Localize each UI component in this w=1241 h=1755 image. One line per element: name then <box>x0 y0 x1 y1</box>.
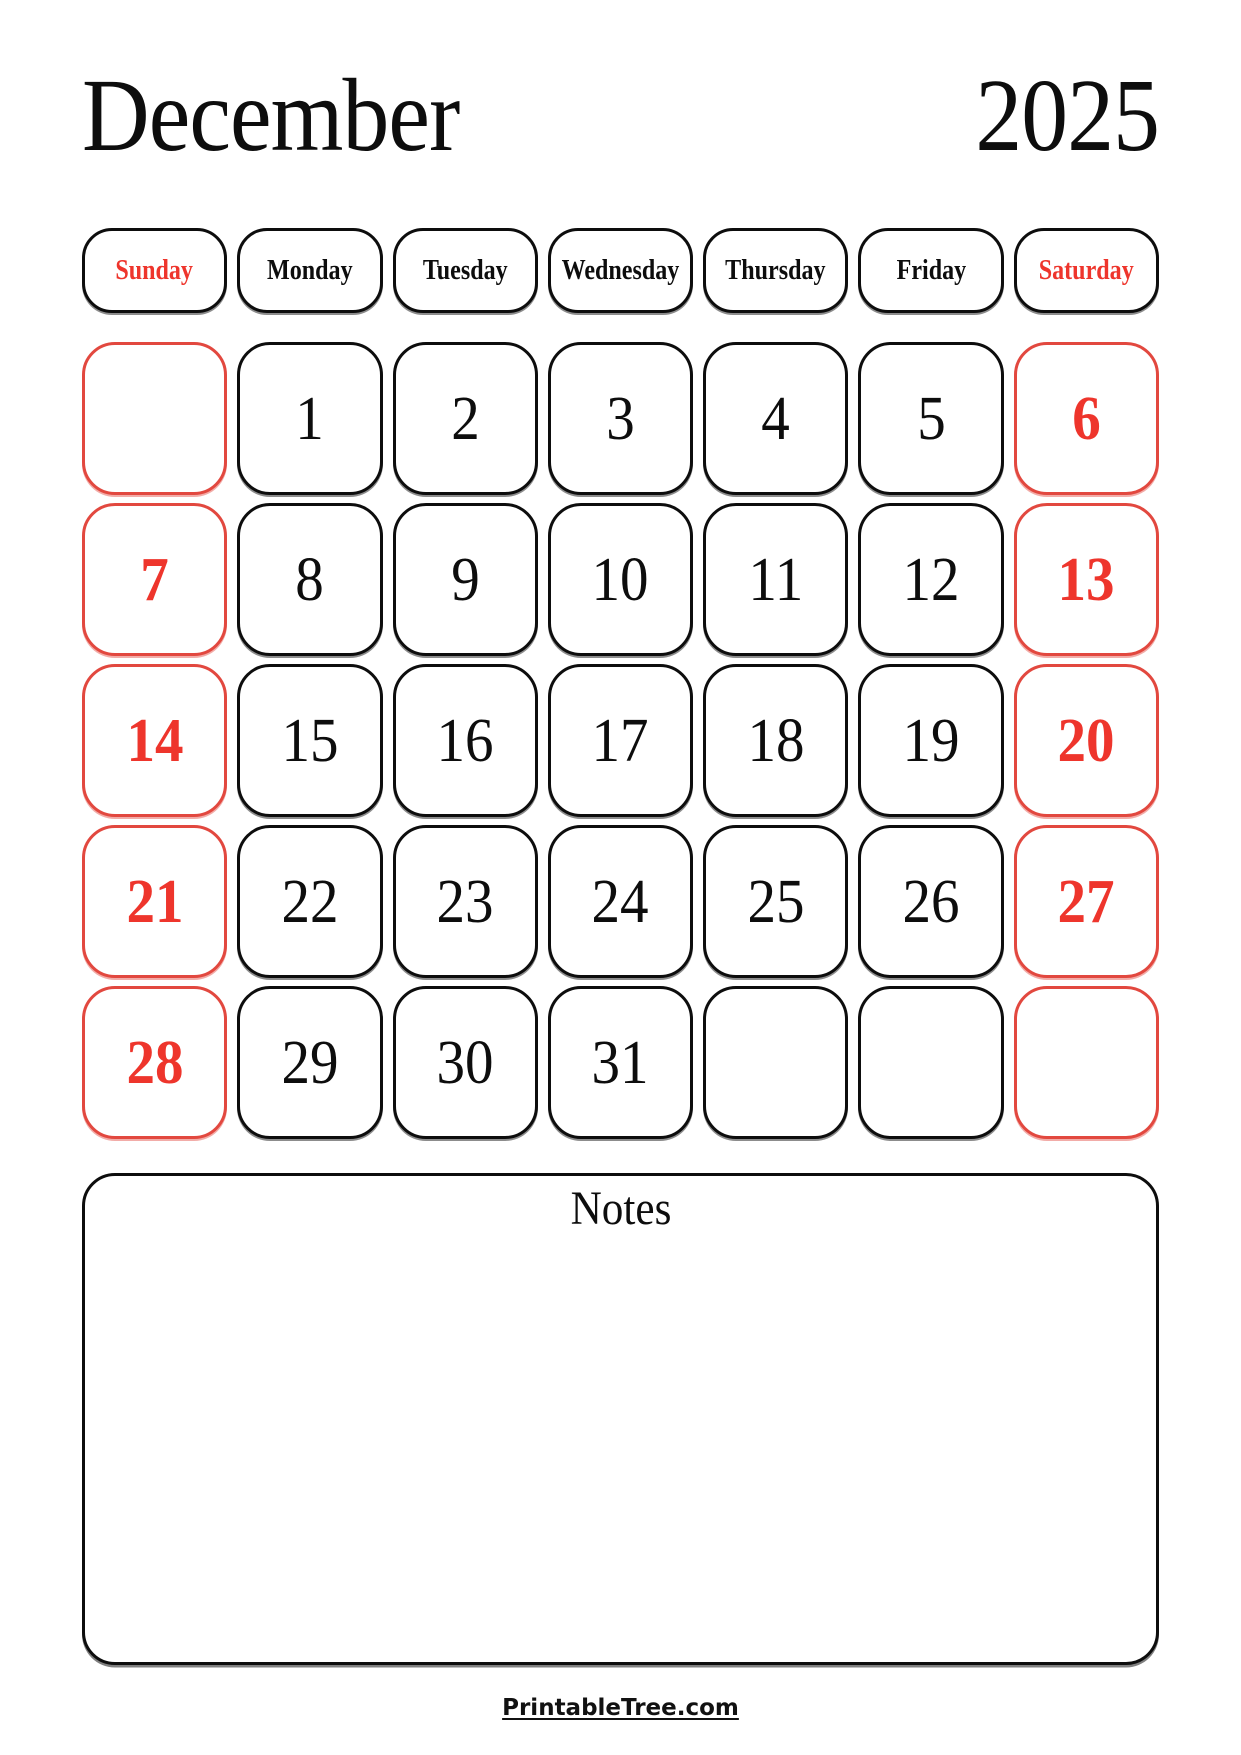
weekday-label: Friday <box>896 254 966 286</box>
weekday-header-sunday <box>82 228 227 313</box>
day-cell-31 <box>548 986 693 1139</box>
weekday-header-monday <box>237 228 382 313</box>
day-number: 26 <box>902 867 960 936</box>
day-cell-11 <box>703 503 848 656</box>
day-cell-5 <box>858 342 1003 495</box>
day-cell-13 <box>1014 503 1159 656</box>
day-number: 4 <box>761 384 791 453</box>
day-number: 29 <box>281 1028 339 1097</box>
day-cell-empty <box>82 342 227 495</box>
day-number: 16 <box>436 706 494 775</box>
day-cell-16 <box>393 664 538 817</box>
weekday-label: Wednesday <box>561 254 680 286</box>
day-cell-17 <box>548 664 693 817</box>
day-cell-26 <box>858 825 1003 978</box>
month-title <box>82 58 501 173</box>
year-title <box>955 58 1159 173</box>
day-number: 13 <box>1057 545 1115 614</box>
day-cell-9 <box>393 503 538 656</box>
day-cell-10 <box>548 503 693 656</box>
day-cell-30 <box>393 986 538 1139</box>
day-number: 5 <box>916 384 946 453</box>
day-cell-6 <box>1014 342 1159 495</box>
weekday-header-row <box>82 228 1159 313</box>
day-number: 30 <box>436 1028 494 1097</box>
calendar-header <box>82 58 1159 174</box>
day-number: 20 <box>1057 706 1115 775</box>
day-number: 10 <box>591 545 650 614</box>
day-number: 6 <box>1072 384 1101 453</box>
year-title-text: 2025 <box>975 58 1159 173</box>
weekday-header-friday <box>858 228 1003 313</box>
day-cell-19 <box>858 664 1003 817</box>
day-cell-empty <box>1014 986 1159 1139</box>
day-number: 28 <box>126 1028 184 1097</box>
day-number: 27 <box>1057 867 1115 936</box>
day-number: 12 <box>902 545 960 614</box>
day-cell-14 <box>82 664 227 817</box>
day-number: 15 <box>281 706 339 775</box>
day-number: 24 <box>591 867 650 936</box>
day-cell-25 <box>703 825 848 978</box>
weekday-label: Monday <box>267 254 353 286</box>
weekday-label: Saturday <box>1038 254 1134 286</box>
weekday-label: Tuesday <box>422 254 508 286</box>
day-cell-empty <box>858 986 1003 1139</box>
day-cell-7 <box>82 503 227 656</box>
weekday-label: Thursday <box>725 254 826 286</box>
day-number: 31 <box>591 1028 650 1097</box>
day-number: 21 <box>126 867 184 936</box>
day-cell-29 <box>237 986 382 1139</box>
day-number: 25 <box>747 867 805 936</box>
day-cell-23 <box>393 825 538 978</box>
printabletree-link[interactable]: PrintableTree.com <box>502 1695 739 1721</box>
day-cell-27 <box>1014 825 1159 978</box>
notes-title-text: Notes <box>570 1182 671 1235</box>
day-number: 1 <box>295 384 325 453</box>
day-number: 8 <box>295 545 325 614</box>
page-footer <box>82 1695 1159 1721</box>
day-cell-4 <box>703 342 848 495</box>
day-cell-2 <box>393 342 538 495</box>
day-cell-21 <box>82 825 227 978</box>
day-number: 19 <box>902 706 960 775</box>
day-cell-1 <box>237 342 382 495</box>
day-cell-22 <box>237 825 382 978</box>
day-cell-empty <box>703 986 848 1139</box>
day-number: 11 <box>748 545 804 614</box>
day-number: 3 <box>606 384 635 453</box>
weekday-header-thursday <box>703 228 848 313</box>
day-number: 7 <box>140 545 169 614</box>
day-cell-15 <box>237 664 382 817</box>
day-cell-12 <box>858 503 1003 656</box>
day-cell-20 <box>1014 664 1159 817</box>
day-cell-3 <box>548 342 693 495</box>
day-number: 9 <box>450 545 480 614</box>
day-cell-24 <box>548 825 693 978</box>
weekday-label: Sunday <box>115 254 194 286</box>
day-cell-8 <box>237 503 382 656</box>
day-number: 17 <box>591 706 650 775</box>
day-cell-28 <box>82 986 227 1139</box>
month-title-text: December <box>82 58 460 173</box>
day-number: 18 <box>747 706 805 775</box>
weekday-header-tuesday <box>393 228 538 313</box>
notes-section <box>82 1173 1159 1665</box>
weekday-header-wednesday <box>548 228 693 313</box>
day-number: 14 <box>126 706 184 775</box>
calendar-grid <box>82 342 1159 1139</box>
day-cell-18 <box>703 664 848 817</box>
notes-title <box>85 1184 1156 1234</box>
weekday-header-saturday <box>1014 228 1159 313</box>
day-number: 2 <box>450 384 480 453</box>
day-number: 22 <box>281 867 339 936</box>
day-number: 23 <box>436 867 494 936</box>
